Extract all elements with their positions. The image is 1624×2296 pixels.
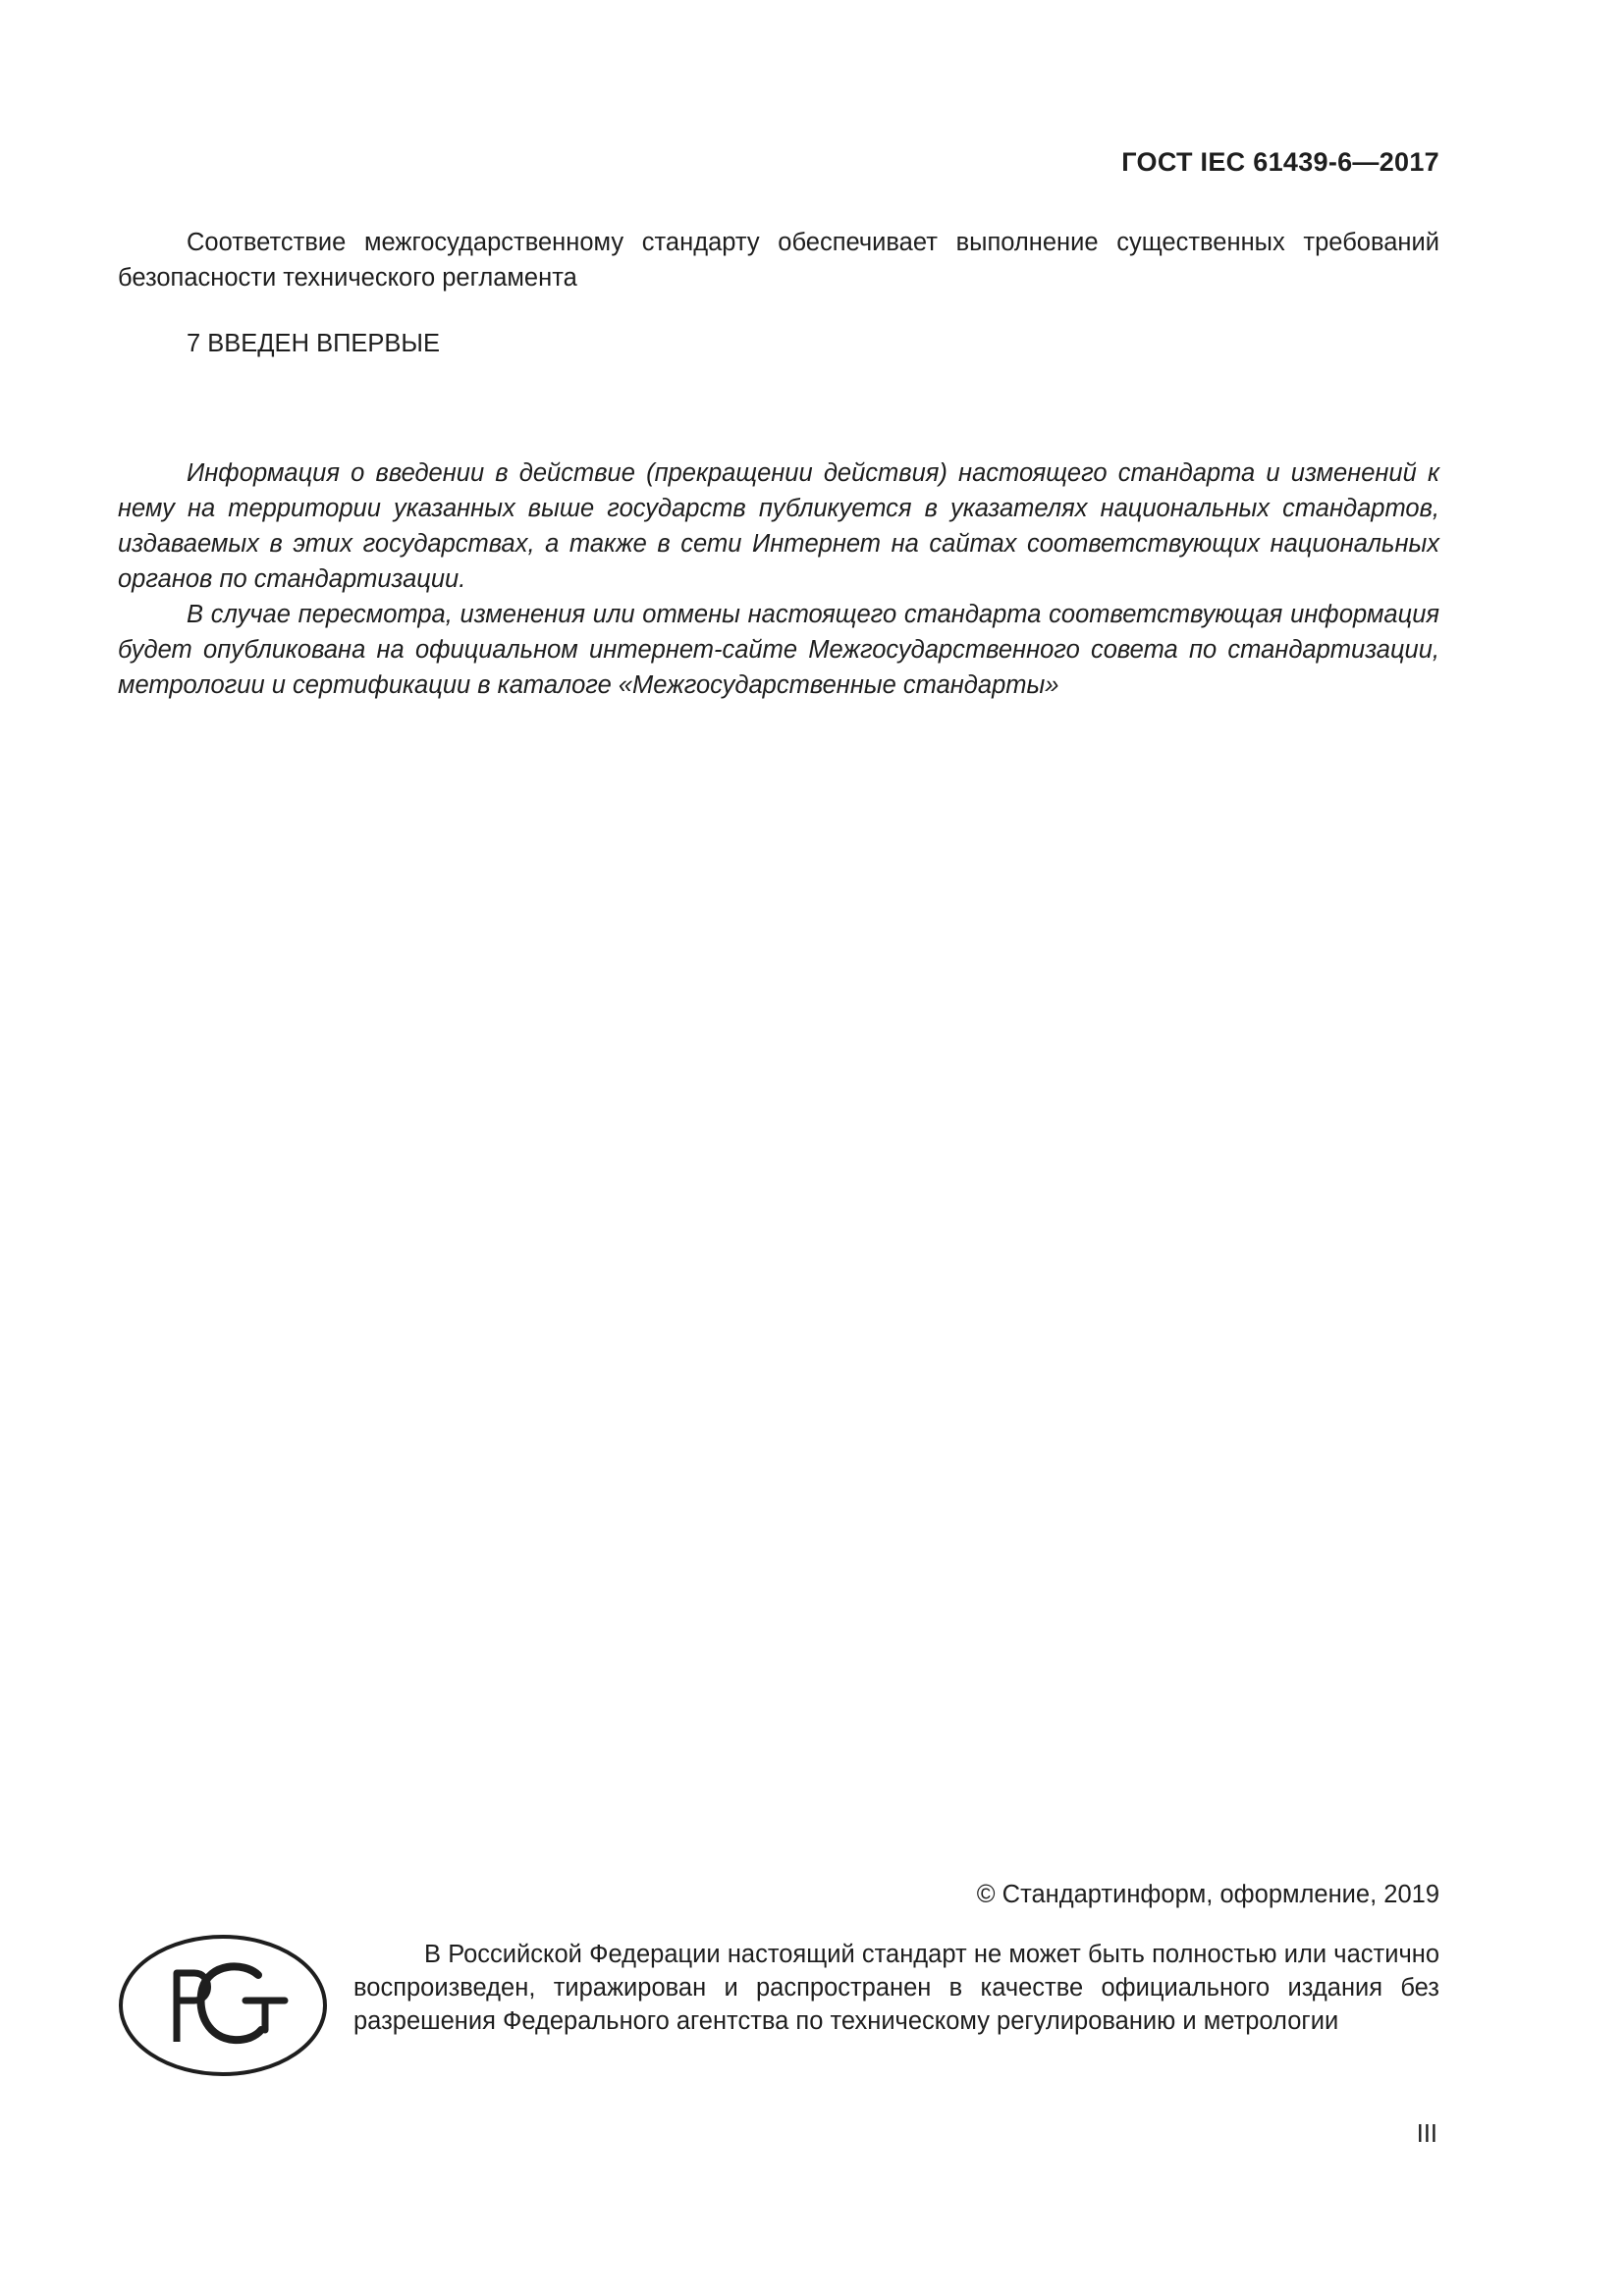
legal-notice-text: В Российской Федерации настоящий стандарт не может быть полностью или частично воспроизведен, тиражирован и распространен в качестве официального издания без разрешения Федерального агентства по техническому регулированию и метрологии [353, 1941, 1439, 2035]
document-header-code: ГОСТ IEC 61439-6—2017 [1121, 147, 1439, 177]
info-section [118, 455, 1439, 703]
intro-item [118, 326, 1439, 361]
compliance-paragraph [118, 225, 1439, 295]
intro-item-text: 7 ВВЕДЕН ВПЕРВЫЕ [187, 330, 441, 357]
compliance-text: Соответствие межгосударственному стандарту обеспечивает выполнение существенных требований безопасности технического регламента [118, 229, 1439, 292]
legal-notice [353, 1938, 1439, 2038]
info-paragraph-effect: Информация о введении в действие (прекращении действия) настоящего стандарта и изменений к нему на территории указанных выше государств публикуется в указателях национальных стандартов, издаваемых в этих государствах, а также в сети Интернет на сайтах соответствующих национальных органов по стандартизации. [118, 459, 1439, 593]
info-paragraph-revision: В случае пересмотра, изменения или отмены настоящего стандарта соответствующая информация будет опубликована на официальном интернет-сайте Межгосударственного совета по стандартизации, метрологии и сертификации в каталоге «Межгосударственные стандарты» [118, 601, 1439, 699]
page-number: III [1416, 2120, 1437, 2148]
copyright-line: © Стандартинформ, оформление, 2019 [976, 1881, 1439, 1908]
rst-certification-mark-icon [116, 1932, 330, 2079]
